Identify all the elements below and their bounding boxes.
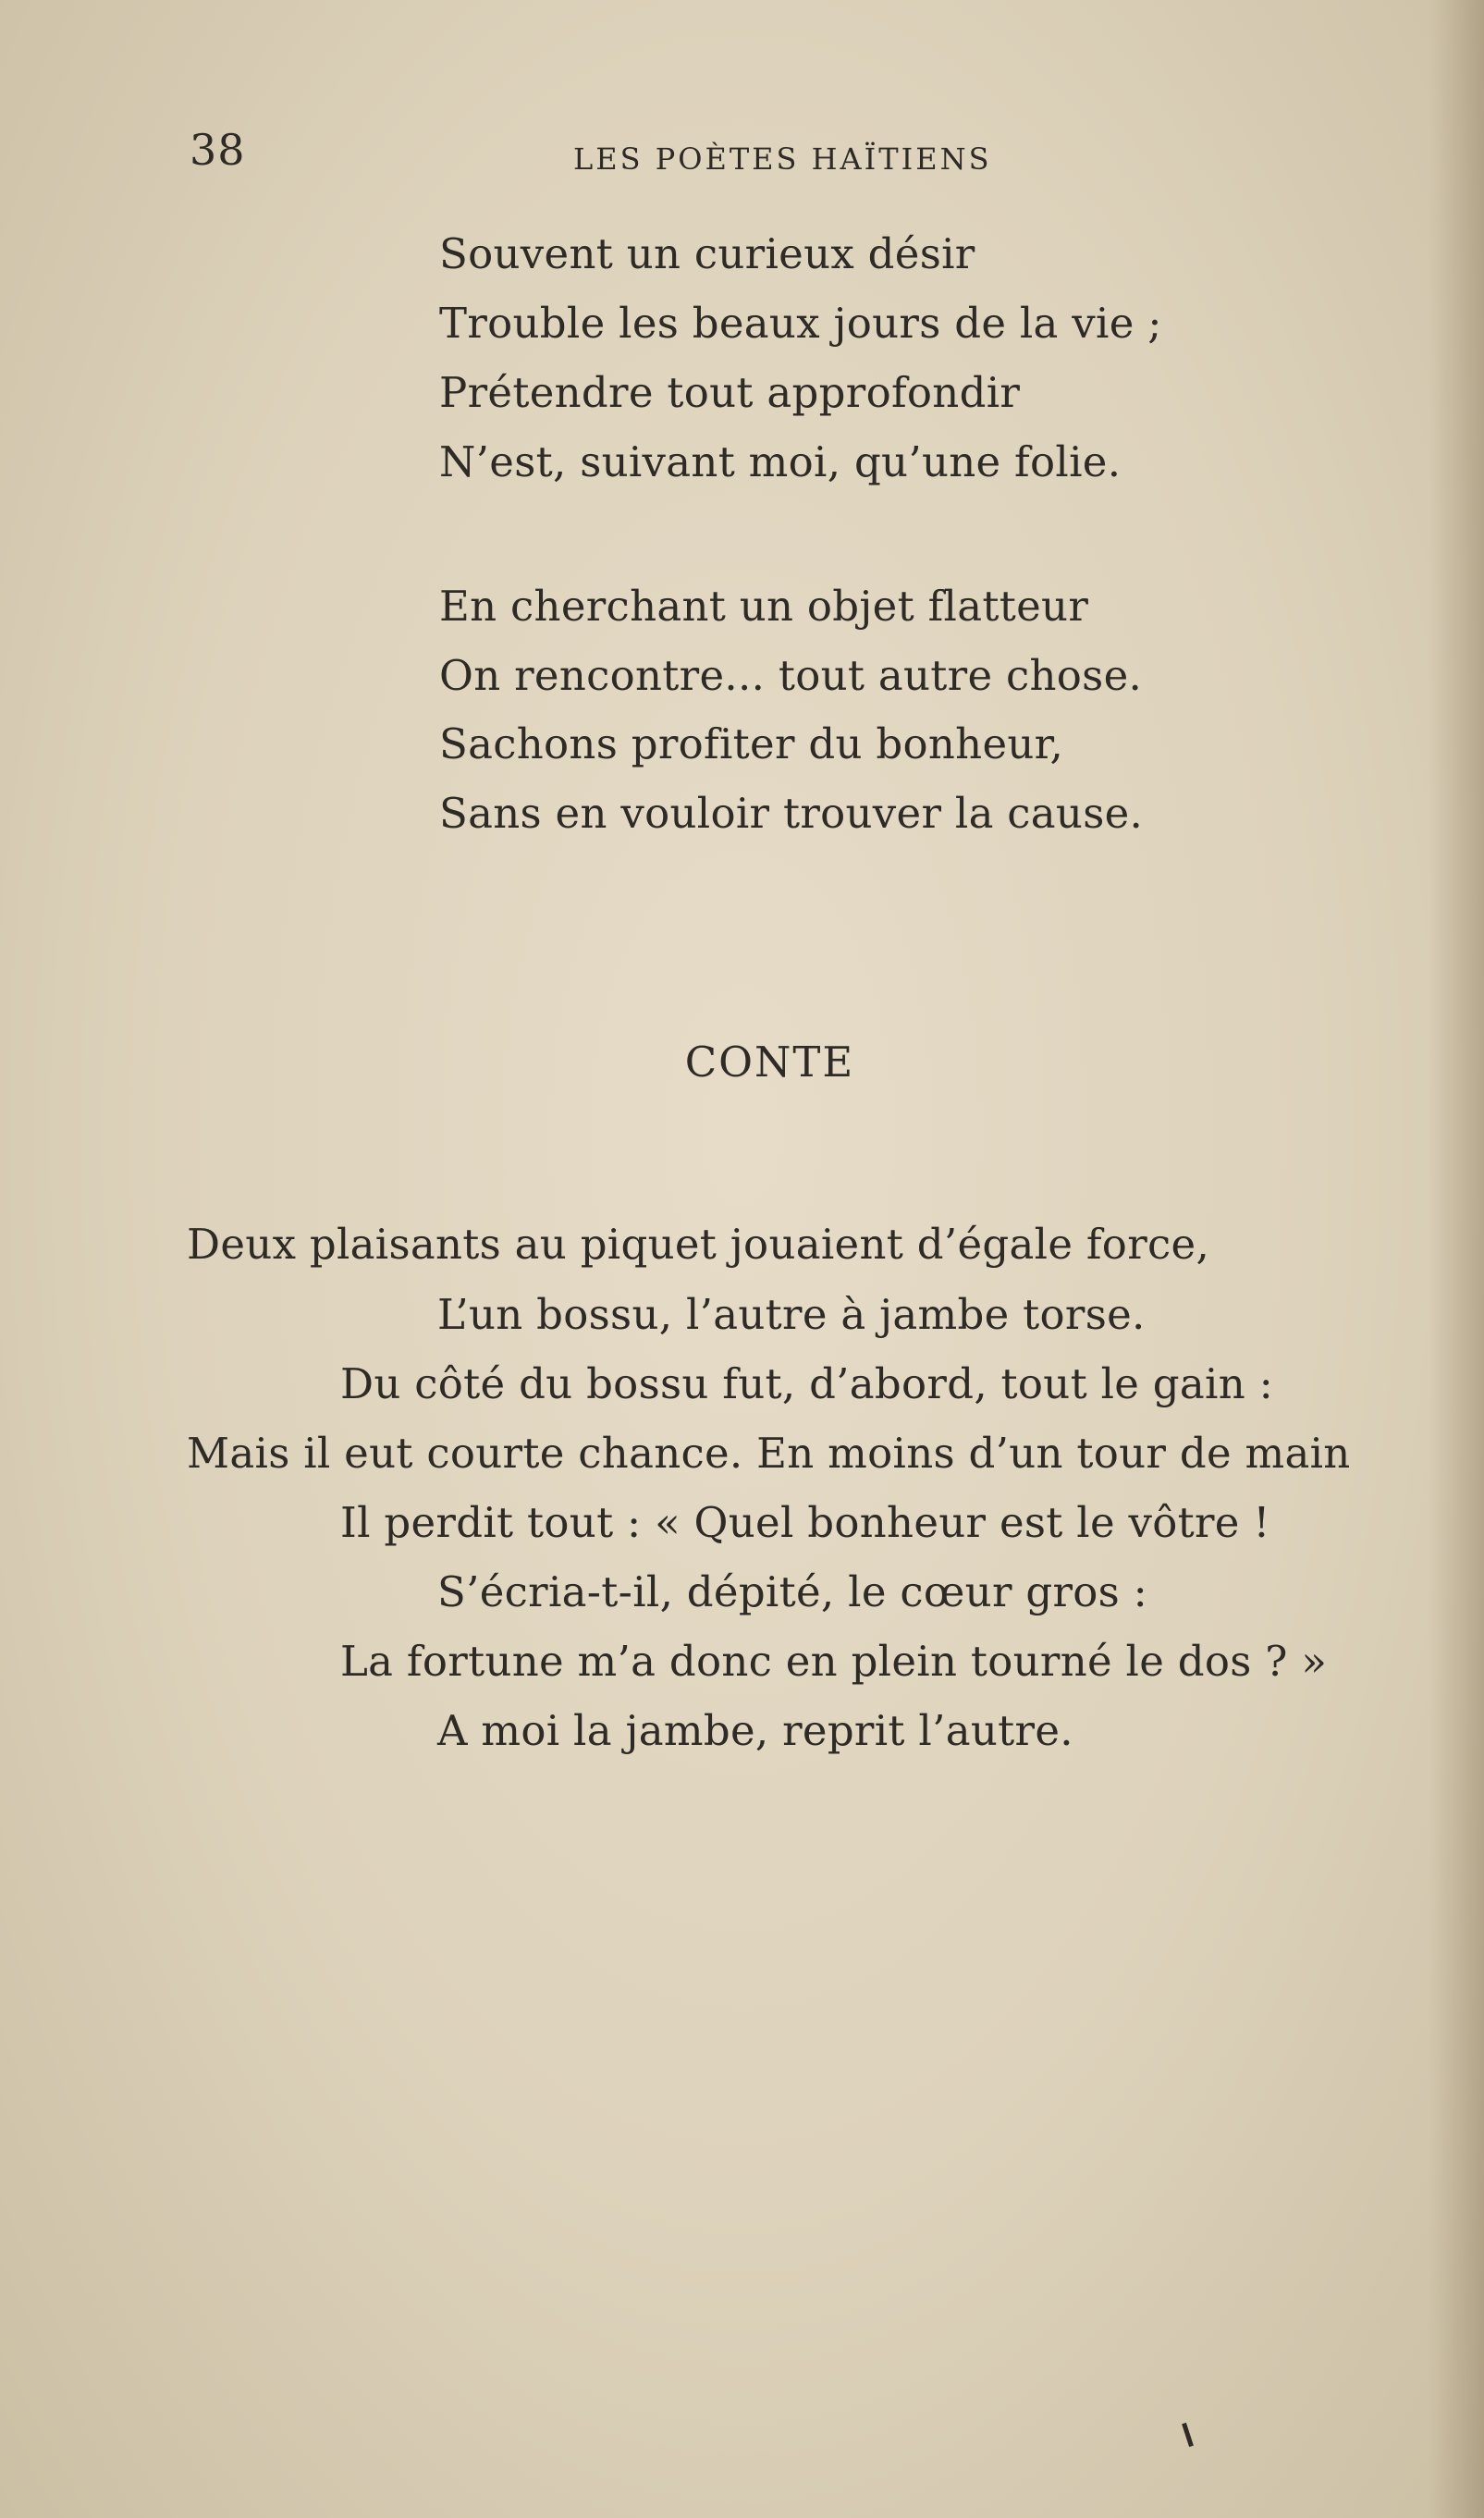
- poem-line: Deux plaisants au piquet jouaient d’égale force,: [187, 1220, 1210, 1269]
- poem-line: Prétendre tout approfondir: [439, 368, 1021, 417]
- poem-line: S’écria-t-il, dépité, le cœur gros :: [437, 1567, 1148, 1616]
- poem-line: A moi la jambe, reprit l’autre.: [437, 1706, 1073, 1755]
- poem-line: En cherchant un objet flatteur: [439, 582, 1089, 631]
- page-header: [0, 125, 1484, 180]
- poem-line: Trouble les beaux jours de la vie ;: [439, 299, 1162, 348]
- poem-line: N’est, suivant moi, qu’une folie.: [439, 437, 1122, 486]
- page-number: 38: [190, 125, 246, 175]
- poem-line: Du côté du bossu fut, d’abord, tout le gain :: [340, 1359, 1274, 1408]
- poem-line: L’un bossu, l’autre à jambe torse.: [437, 1290, 1146, 1339]
- section-title: CONTE: [684, 1038, 855, 1087]
- poem-line: Sachons profiter du bonheur,: [439, 719, 1064, 768]
- poem-line: Mais il eut courte chance. En moins d’un tour de main: [187, 1429, 1351, 1478]
- poem-line: Il perdit tout : « Quel bonheur est le vôtre !: [340, 1498, 1270, 1547]
- poem-line: On rencontre... tout autre chose.: [439, 651, 1143, 700]
- poem-line: Souvent un curieux désir: [439, 229, 975, 278]
- ink-mark: [1182, 2423, 1194, 2447]
- poem-line: Sans en vouloir trouver la cause.: [439, 789, 1144, 838]
- poem-line: La fortune m’a donc en plein tourné le dos ? »: [340, 1637, 1328, 1686]
- running-head: LES POÈTES HAÏTIENS: [573, 141, 992, 177]
